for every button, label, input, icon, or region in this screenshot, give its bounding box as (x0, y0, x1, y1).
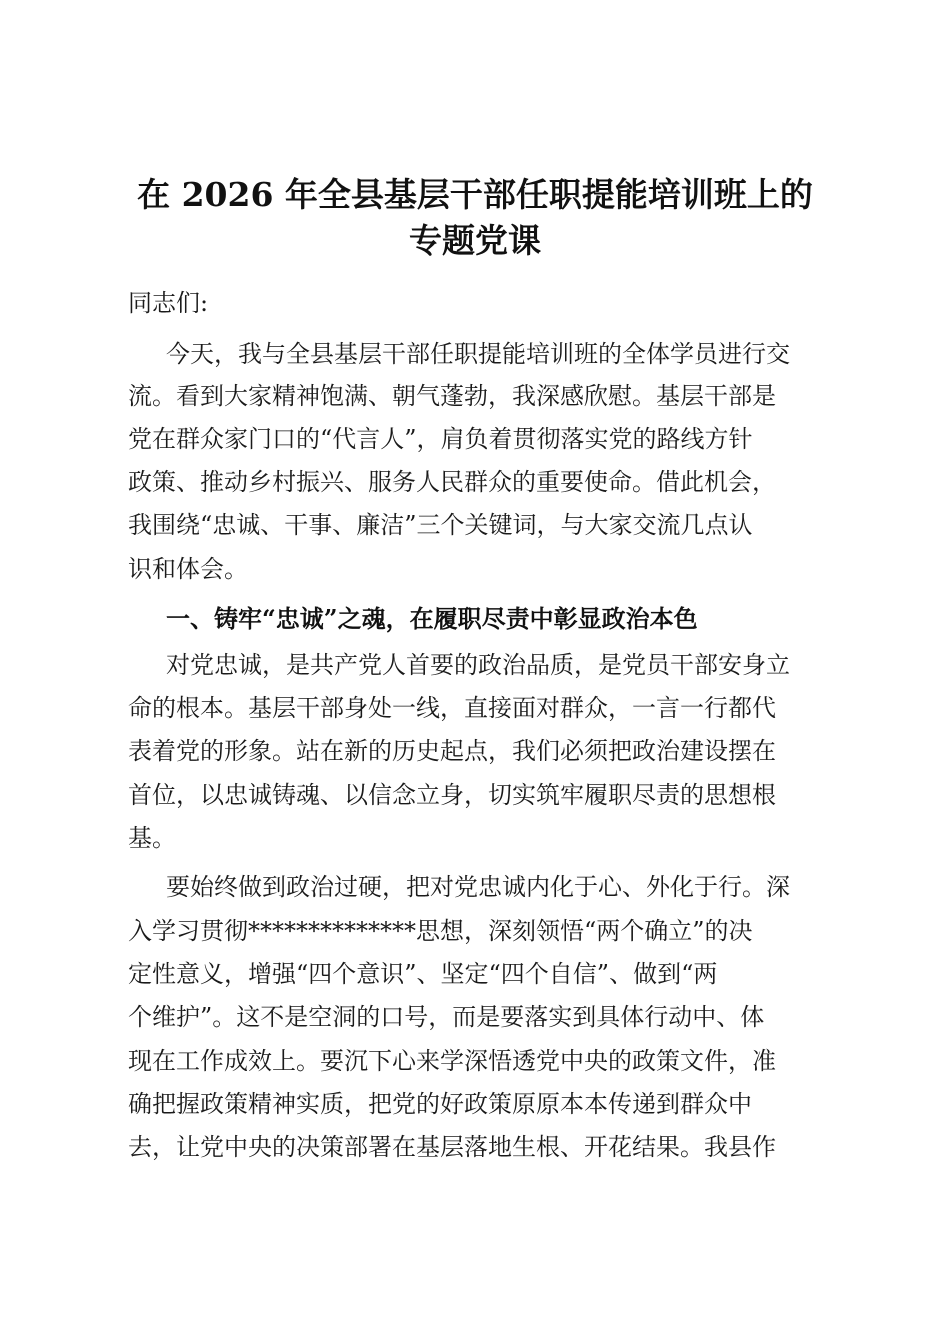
paragraph-3-line-5: 现在工作成效上。要沉下心来学深悟透党中央的政策文件，准 (128, 1047, 776, 1075)
paragraph-2-line-5: 基。 (128, 824, 176, 852)
paragraph-1-line-4: 政策、推动乡村振兴、服务人民群众的重要使命。借此机会， (128, 468, 776, 496)
paragraph-2-line-4: 首位，以忠诚铸魂、以信念立身，切实筑牢履职尽责的思想根 (128, 781, 776, 809)
section-1-heading: 一、铸牢“忠诚”之魂，在履职尽责中彰显政治本色 (166, 604, 698, 633)
paragraph-3-line-7: 去，让党中央的决策部署在基层落地生根、开花结果。我县作 (128, 1133, 776, 1161)
paragraph-1-line-5: 我围绕“忠诚、干事、廉洁”三个关键词，与大家交流几点认 (128, 511, 753, 539)
paragraph-3-line-2: 入学习贯彻**************思想，深刻领悟“两个确立”的决 (128, 917, 753, 945)
paragraph-3-line-3: 定性意义，增强“四个意识”、坚定“四个自信”、做到“两 (128, 960, 718, 988)
document-title-line-2: 专题党课 (409, 221, 541, 260)
paragraph-2-line-1: 对党忠诚，是共产党人首要的政治品质，是党员干部安身立 (166, 651, 790, 679)
salutation: 同志们: (128, 289, 209, 317)
paragraph-1-line-2: 流。看到大家精神饱满、朝气蓬勃，我深感欣慰。基层干部是 (128, 382, 776, 410)
paragraph-1-line-1: 今天，我与全县基层干部任职提能培训班的全体学员进行交 (166, 340, 790, 368)
paragraph-3-line-4: 个维护”。这不是空洞的口号，而是要落实到具体行动中、体 (128, 1003, 765, 1031)
paragraph-3-line-6: 确把握政策精神实质，把党的好政策原原本本传递到群众中 (128, 1090, 752, 1118)
paragraph-1-line-6: 识和体会。 (128, 555, 248, 583)
paragraph-3-line-1: 要始终做到政治过硬，把对党忠诚内化于心、外化于行。深 (166, 873, 790, 901)
paragraph-2-line-3: 表着党的形象。站在新的历史起点，我们必须把政治建设摆在 (128, 737, 776, 765)
paragraph-1-line-3: 党在群众家门口的“代言人”，肩负着贯彻落实党的路线方针 (128, 425, 753, 453)
paragraph-2-line-2: 命的根本。基层干部身处一线，直接面对群众，一言一行都代 (128, 694, 776, 722)
document-title-line-1: 在 2026 年全县基层干部任职提能培训班上的 (137, 175, 813, 214)
